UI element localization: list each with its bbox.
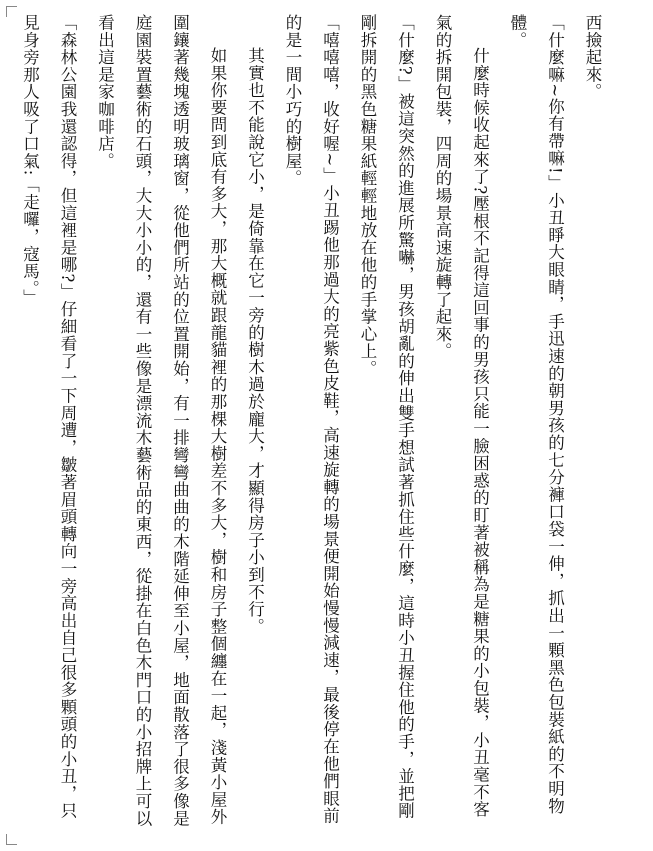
paragraph: 「森林公園我還認得，但這裡是哪?」仔細看了一下周遭，皺著眉頭轉向一旁高出自己很多顆頭的小丑，只見身旁那人吸了口氣:「走囉，寇馬。」 <box>20 14 77 820</box>
vertical-text-body <box>11 14 611 834</box>
paragraph: 「什麼嘛~你有帶嘛!」小丑睜大眼睛，手迅速的朝男孩的七分褲口袋一伸，抓出一顆黑色包裝紙的不明物體。 <box>508 14 565 815</box>
paragraph: 其實也不能說它小，是倚靠在它一旁的樹木過於龐大，才顯得房子小到不行。 <box>245 47 265 636</box>
paragraph: 「什麼?」被這突然的進展所驚嚇，男孩胡亂的伸出雙手想試著抓住些什麼，這時小丑握住他的手，並把剛剛拆開的黑色糖果紙輕輕地放在他的手掌心上。 <box>358 14 415 820</box>
paragraph: 什麼時候收起來了?壓根不記得這回事的男孩只能一臉困惑的盯著被稱為是糖果的小包裝，小丑毫不客氣的拆開包裝，四周的場景高速旋轉了起來。 <box>433 14 490 818</box>
paragraph: 西撿起來。 <box>583 14 602 101</box>
paragraph: 「嘻嘻嘻，收好喔~」小丑踢他那過大的亮紫色皮鞋，高速旋轉的場景便開始慢慢減速，最後停在他們眼前的是一間小巧的樹屋。 <box>283 14 340 825</box>
crop-mark-bottom-left <box>6 834 17 845</box>
paragraph: 如果你要問到底有多大，那大概就跟龍貓裡的那棵大樹差不多大，樹和房子整個纏在一起，淺黃小屋外圍鑲著幾塊透明玻璃窗，從他們所站的位置開始，有一排彎彎曲曲的木階延伸至小屋，地面散落了很多像是庭園裝置藝術的石頭，大大小小的，還有一些像是漂流木藝術品的東西，從掛在白色木門口的小招牌上可以看出這是家咖啡店。 <box>95 14 227 828</box>
